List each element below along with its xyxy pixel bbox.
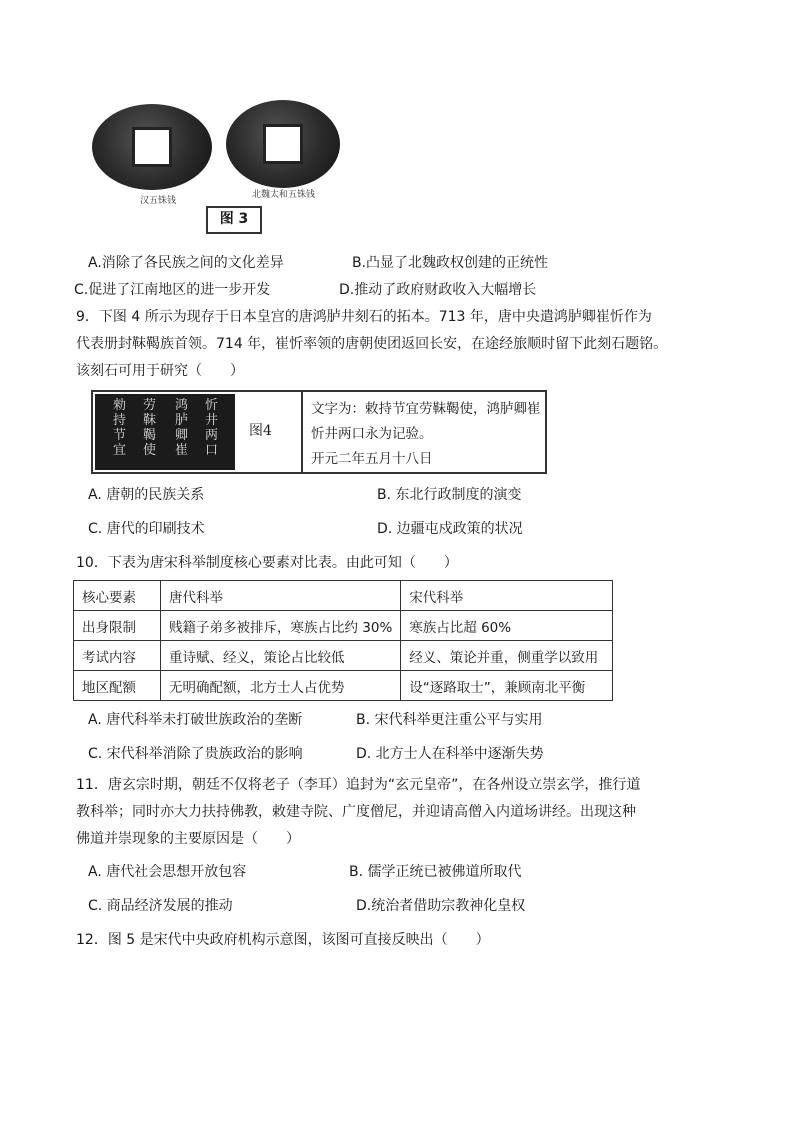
q11-option-a: A. 唐代社会思想开放包容 [88, 864, 247, 880]
figure-4-text-line-3: 开元二年五月十八日 [311, 451, 433, 467]
q10-option-a: A. 唐代科举未打破世族政治的垄断 [88, 712, 303, 728]
rubbing-image [95, 394, 235, 470]
q11-option-d: D.统治者借助宗教神化皇权 [356, 898, 526, 914]
beiwei-taihe-coin-image [226, 100, 340, 188]
q11-stem-line-3: 佛道并崇现象的主要原因是（ ） [76, 831, 300, 847]
table-cell: 重诗赋、经义，策论占比较低 [161, 641, 401, 671]
table-cell: 地区配额 [74, 671, 161, 701]
q8-option-d: D.推动了政府财政收入大幅增长 [339, 282, 537, 298]
q11-stem-line-1: 11．唐玄宗时期，朝廷不仅将老子（李耳）追封为“玄元皇帝”，在各州设立崇玄学，推行道 [76, 777, 641, 793]
table-header-cell: 唐代科举 [161, 581, 401, 611]
q9-stem-line-1: 9．下图 4 所示为现存于日本皇宫的唐鸿胪井刻石的拓本。713 年，唐中央遣鸿胪卿崔忻作为 [76, 309, 652, 325]
q8-option-b: B.凸显了北魏政权创建的正统性 [352, 255, 549, 271]
table-header-row [74, 581, 613, 611]
figure-4 [91, 390, 547, 474]
q12-stem: 12．图 5 是宋代中央政府机构示意图，该图可直接反映出（ ） [76, 932, 490, 948]
figure-4-text-line-1: 文字为：敕持节宜劳靺鞨使，鸿胪卿崔 [311, 401, 541, 417]
q8-option-c: C.促进了江南地区的进一步开发 [74, 282, 271, 298]
figure-4-text-line-2: 忻井两口永为记验。 [311, 426, 433, 442]
q9-stem-line-3: 该刻石可用于研究（ ） [76, 363, 244, 379]
rubbing-col: 勑持节宜 [113, 398, 127, 458]
q10-option-d: D. 北方士人在科举中逐渐失势 [356, 746, 544, 762]
coin-left-caption: 汉五铢钱 [140, 196, 177, 206]
table-cell: 考试内容 [74, 641, 161, 671]
q9-option-a: A. 唐朝的民族关系 [88, 487, 205, 503]
rubbing-col: 鸿胪卿崔 [175, 398, 189, 458]
comparison-table [73, 580, 613, 701]
table-cell: 出身限制 [74, 611, 161, 641]
table-cell: 设“逐路取士”，兼顾南北平衡 [401, 671, 613, 701]
table-header-cell: 核心要素 [74, 581, 161, 611]
q8-option-a: A.消除了各民族之间的文化差异 [88, 255, 284, 271]
han-wuzhu-coin-image [92, 104, 212, 190]
figure-4-label: 图4 [249, 423, 272, 439]
coin-right-caption: 北魏太和五铢钱 [252, 190, 316, 200]
q9-stem-line-2: 代表册封靺鞨族首领。714 年，崔忻率领的唐朝使团返回长安，在途经旅顺时留下此刻石题铭。 [76, 336, 668, 352]
q9-option-c: C. 唐代的印刷技术 [88, 521, 205, 537]
figure-3-label: 图 3 [206, 206, 262, 234]
rubbing-col: 忻井两口 [205, 398, 219, 458]
q10-stem: 10．下表为唐宋科举制度核心要素对比表。由此可知（ ） [76, 555, 458, 571]
q10-option-c: C. 宋代科举消除了贵族政治的影响 [88, 746, 303, 762]
q11-stem-line-2: 教科举；同时亦大力扶持佛教，敕建寺院、广度僧尼，并迎请高僧入内道场讲经。出现这种 [76, 804, 636, 820]
table-cell: 经义、策论并重，侧重学以致用 [401, 641, 613, 671]
table-row [74, 611, 613, 641]
table-row [74, 641, 613, 671]
q11-option-b: B. 儒学正统已被佛道所取代 [349, 864, 522, 880]
table-row [74, 671, 613, 701]
table-cell: 寒族占比超 60% [401, 611, 613, 641]
q9-option-b: B. 东北行政制度的演变 [377, 487, 522, 503]
table-header-cell: 宋代科举 [401, 581, 613, 611]
table-cell: 无明确配额，北方士人占优势 [161, 671, 401, 701]
rubbing-col: 劳靺鞨使 [143, 398, 157, 458]
q9-option-d: D. 边疆屯戍政策的状况 [377, 521, 523, 537]
q10-option-b: B. 宋代科举更注重公平与实用 [356, 712, 543, 728]
table-cell: 贱籍子弟多被排斥，寒族占比约 30% [161, 611, 401, 641]
q11-option-c: C. 商品经济发展的推动 [88, 898, 233, 914]
